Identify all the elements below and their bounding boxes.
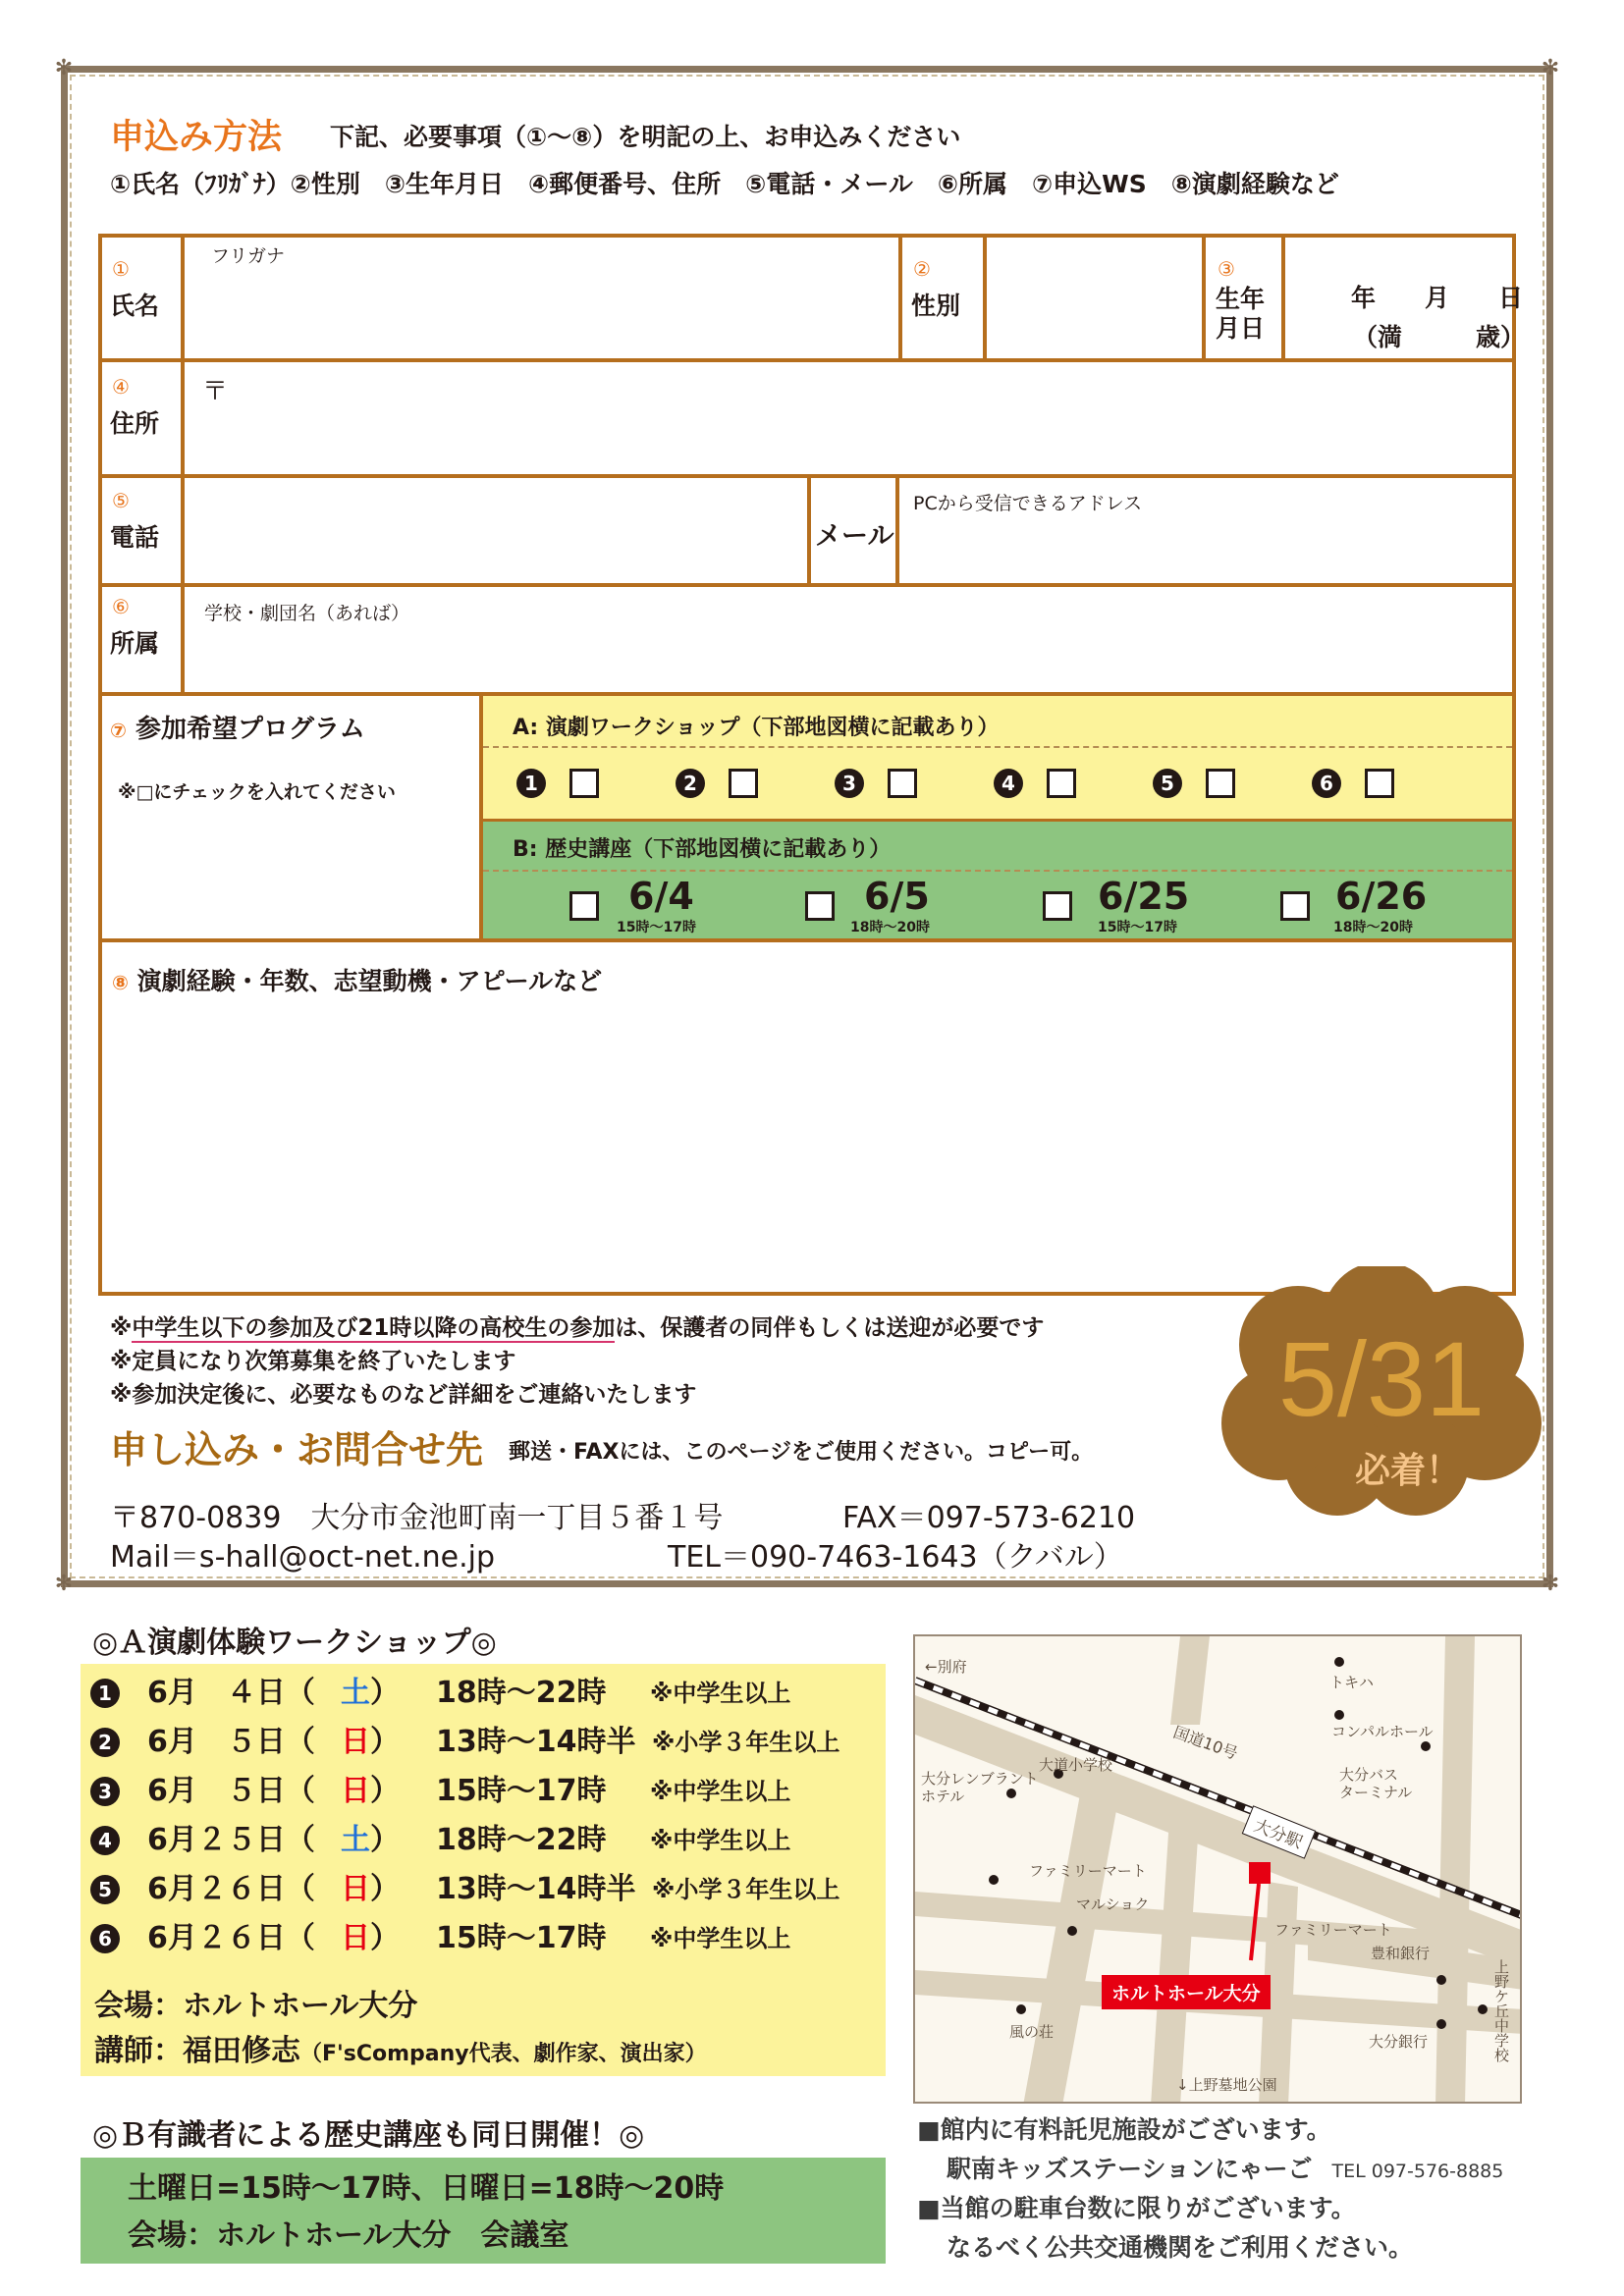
info-line-1: ■館内に有料託児施設がございます。: [917, 2115, 1331, 2144]
map-label: 豊和銀行: [1371, 1945, 1431, 1962]
corner-ornament-icon: ✻: [1541, 1572, 1560, 1596]
method-items: ①氏名（ﾌﾘｶﾞﾅ）②性別 ③生年月日 ④郵便番号、住所 ⑤電話・メール ⑥所属 ⑦申込WS ⑧演劇経験など: [110, 170, 1339, 198]
birth-number: ③: [1218, 257, 1235, 281]
map-label: 国道10号: [1170, 1722, 1241, 1764]
method-subtitle: 下記、必要事項（①〜⑧）を明記の上、お申込みください: [330, 123, 961, 151]
phone-number: ⑤: [112, 489, 130, 512]
name-number: ①: [112, 257, 130, 281]
map-label: コンパルホール: [1331, 1723, 1434, 1740]
info-line-2: 駅南キッズステーションにゃーご TEL 097-576-8885: [947, 2155, 1504, 2183]
affiliation-field[interactable]: [187, 628, 1508, 689]
history-date: 6/4: [628, 875, 694, 918]
contact-subtitle: 郵送・FAXには、このページをご使用ください。コピー可。: [509, 1440, 1094, 1465]
map-hall-label: ホルトホール大分: [1102, 1975, 1271, 2009]
method-title: 申込み方法: [110, 118, 283, 157]
address-field[interactable]: [236, 365, 1508, 469]
history-date: 6/25: [1098, 875, 1190, 918]
gender-number: ②: [913, 257, 931, 281]
program-label: ⑦ 参加希望プログラム: [110, 715, 365, 744]
deadline-date: 5/31: [1277, 1319, 1486, 1438]
access-map: [913, 1634, 1522, 2104]
workshop-row-5: 5 6月２６日（ 日 ） 13時〜14時半 ※小学３年生以上: [90, 1865, 876, 1914]
map-label: 風の荘: [1009, 2023, 1055, 2041]
info-line-3: ■当館の駐車台数に限りがございます。: [917, 2194, 1356, 2222]
workshop-3-checkbox[interactable]: [888, 769, 917, 798]
history-time: 18時〜20時: [1333, 920, 1413, 935]
contact-fax: FAX＝097-573-6210: [842, 1501, 1136, 1535]
postal-mark: 〒: [202, 377, 229, 406]
workshop-number-icon: 1: [516, 769, 546, 798]
gender-field[interactable]: [988, 240, 1198, 355]
workshop-number-icon: 3: [835, 769, 864, 798]
map-label: ターミナル: [1339, 1784, 1413, 1801]
workshop-number-icon: 5: [90, 1875, 120, 1904]
history-3-checkbox[interactable]: [1043, 891, 1072, 921]
history-time: 18時〜20時: [850, 920, 930, 935]
gender-label: 性別: [911, 292, 961, 320]
map-label: 上野ケ丘中学校: [1494, 1958, 1510, 2064]
history-4-checkbox[interactable]: [1280, 891, 1310, 921]
workshop-row-6: 6 6月２６日（ 日 ） 15時〜17時 ※中学生以上: [90, 1914, 876, 1963]
workshop-number-icon: 2: [676, 769, 705, 798]
affiliation-label: 所属: [110, 629, 160, 658]
contact-mail[interactable]: Mail＝s-hall@oct-net.ne.jp: [110, 1540, 496, 1575]
map-label: トキハ: [1329, 1674, 1375, 1691]
workshop-number-icon: 6: [90, 1924, 120, 1953]
workshop-number-icon: 5: [1153, 769, 1182, 798]
history-time: 15時〜17時: [617, 920, 696, 935]
map-label: 大分バス: [1339, 1766, 1399, 1784]
map-label: ファミリーマート: [1274, 1921, 1392, 1939]
history-2-checkbox[interactable]: [805, 891, 835, 921]
map-label: ファミリーマート: [1029, 1862, 1147, 1880]
map-label: マルショク: [1076, 1896, 1150, 1913]
workshop-6-checkbox[interactable]: [1365, 769, 1394, 798]
address-number: ④: [112, 375, 130, 399]
deadline-note: 必着！: [1355, 1451, 1462, 1491]
mail-label: メール: [815, 521, 894, 552]
birth-date-line[interactable]: 年 月 日: [1351, 284, 1524, 312]
history-date: 6/5: [864, 875, 930, 918]
map-label: 大分銀行: [1369, 2033, 1429, 2051]
workshop-row-3: 3 6月 ５日（ 日 ） 15時〜17時 ※中学生以上: [90, 1767, 876, 1816]
corner-ornament-icon: ✻: [54, 1572, 74, 1596]
map-label: ホテル: [921, 1788, 965, 1805]
history-date: 6/26: [1335, 875, 1428, 918]
workshop-number-icon: 1: [90, 1679, 120, 1708]
history-time: 15時〜17時: [1098, 920, 1177, 935]
history-title: ◎Ｂ有識者による歴史講座も同日開催！◎: [92, 2118, 645, 2153]
workshop-2-checkbox[interactable]: [729, 769, 758, 798]
birth-label: 生年 月日: [1216, 285, 1266, 343]
workshop-5-checkbox[interactable]: [1206, 769, 1235, 798]
map-label: ↓上野墓地公園: [1176, 2076, 1277, 2094]
birth-age-line[interactable]: （満 歳）: [1353, 323, 1526, 351]
workshop-4-checkbox[interactable]: [1047, 769, 1076, 798]
map-label: 大道小学校: [1039, 1756, 1113, 1774]
name-label: 氏名: [110, 292, 160, 320]
workshop-row-1: 1 6月 ４日（ 土 ） 18時〜22時 ※中学生以上: [90, 1669, 876, 1718]
map-label: ←別府: [925, 1658, 967, 1676]
corner-ornament-icon: ✻: [54, 56, 74, 80]
experience-label: ⑧ 演劇経験・年数、志望動機・アピールなど: [112, 967, 603, 995]
history-1-checkbox[interactable]: [569, 891, 599, 921]
phone-label: 電話: [110, 523, 160, 552]
map-roads: [915, 1636, 1522, 2104]
history-times: 土曜日=15時〜17時、日曜日=18時〜20時: [128, 2171, 725, 2206]
contact-title: 申し込み・お問合せ先: [110, 1428, 484, 1471]
experience-field[interactable]: [108, 1001, 1506, 1288]
contact-address: 〒870-0839 大分市金池町南一丁目５番１号: [110, 1501, 724, 1535]
contact-tel[interactable]: TEL＝090-7463-1643（クバル）: [668, 1540, 1123, 1575]
mail-hint: PCから受信できるアドレス: [913, 493, 1143, 514]
affiliation-number: ⑥: [112, 595, 130, 618]
workshop-lecturer: 講師：福田修志（F'sCompany代表、劇作家、演出家）: [94, 2034, 707, 2068]
map-label: 大分レンブラント: [921, 1770, 1039, 1788]
workshop-number-icon: 4: [90, 1826, 120, 1855]
workshop-1-checkbox[interactable]: [569, 769, 599, 798]
workshop-number-icon: 2: [90, 1728, 120, 1757]
info-line-4: なるべく公共交通機関をご利用ください。: [947, 2233, 1414, 2262]
name-field[interactable]: [187, 270, 895, 354]
map-label: 大分駅: [1242, 1805, 1317, 1859]
workshop-number-icon: 3: [90, 1777, 120, 1806]
section-b-title: B: 歴史講座（下部地図横に記載あり）: [513, 837, 892, 862]
corner-ornament-icon: ✻: [1541, 56, 1560, 80]
address-label: 住所: [110, 409, 160, 438]
workshop-number-icon: 6: [1312, 769, 1341, 798]
workshop-title: ◎Ａ演劇体験ワークショップ◎: [92, 1626, 497, 1660]
program-hint: ※□にチェックを入れてください: [118, 781, 396, 803]
mail-field[interactable]: [901, 515, 1508, 580]
name-furigana-hint: フリガナ: [211, 245, 286, 267]
workshop-row-4: 4 6月２５日（ 土 ） 18時〜22時 ※中学生以上: [90, 1816, 876, 1865]
section-a-title: A: 演劇ワークショップ（下部地図横に記載あり）: [513, 716, 1000, 740]
history-venue: 会場：ホルトホール大分 会議室: [128, 2218, 569, 2253]
notes: ※中学生以下の参加及び21時以降の高校生の参加は、保護者の同伴もしくは送迎が必要です ※定員になり次第募集を終了いたします ※参加決定後に、必要なものなど詳細をご連絡いたします: [110, 1315, 1045, 1408]
workshop-number-icon: 4: [994, 769, 1023, 798]
affiliation-hint: 学校・劇団名（あれば）: [204, 603, 410, 624]
phone-field[interactable]: [187, 481, 803, 579]
workshop-venue: 会場：ホルトホール大分: [94, 1989, 418, 2023]
workshop-row-2: 2 6月 ５日（ 日 ） 13時〜14時半 ※小学３年生以上: [90, 1718, 876, 1767]
